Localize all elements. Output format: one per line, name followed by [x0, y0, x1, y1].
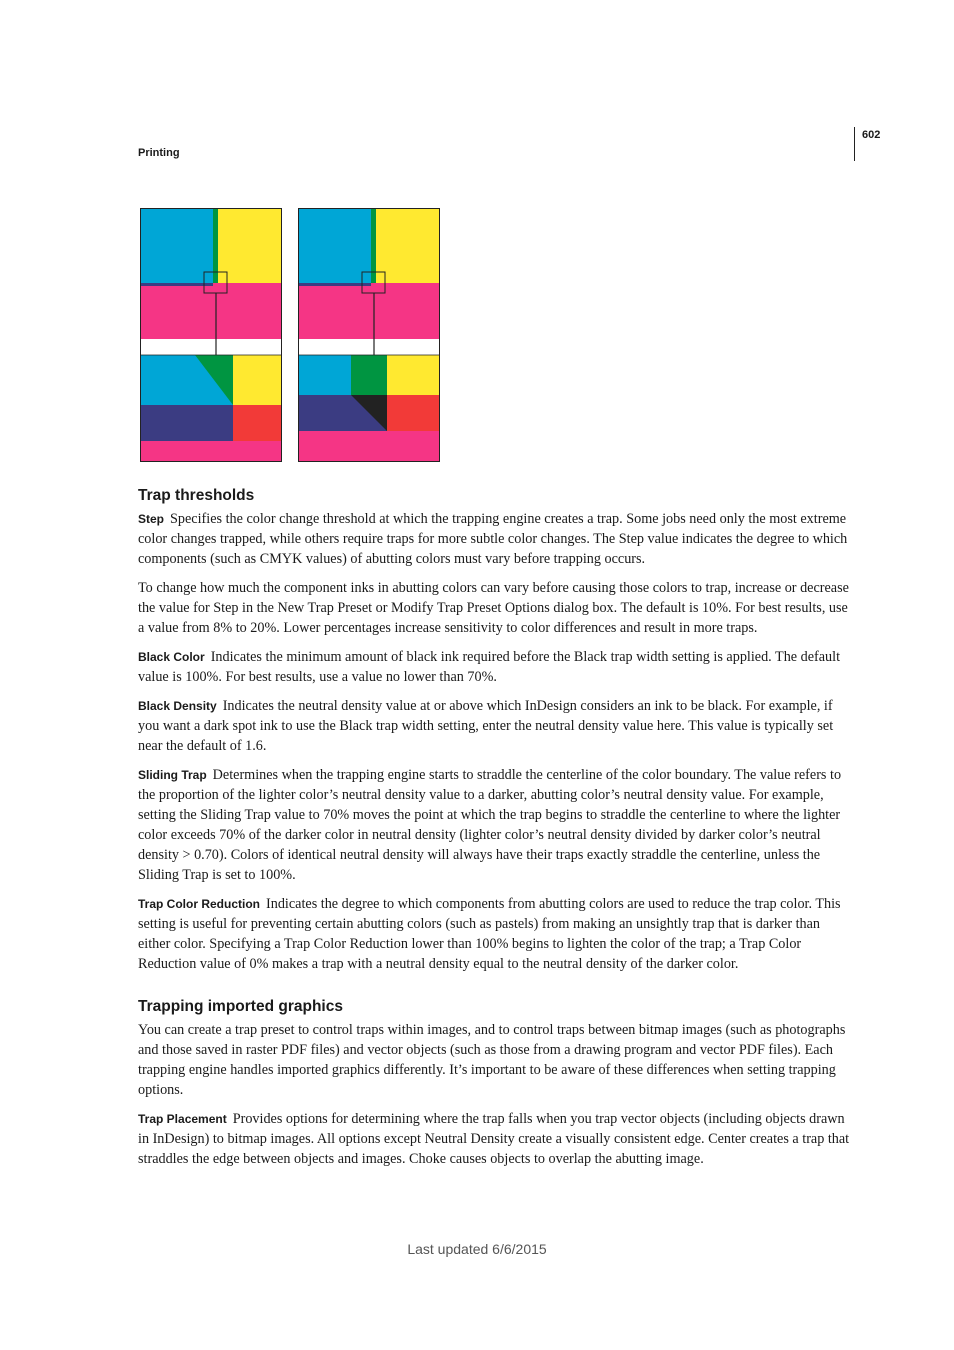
- page-number: 602: [862, 129, 881, 141]
- zoom-red: [233, 405, 281, 441]
- term-trap-placement: Trap Placement: [138, 1112, 227, 1126]
- section-title: Printing: [138, 147, 180, 159]
- paragraph-trap-placement: Trap Placement Provides options for determining where the trap falls when you trap vector objects (including objects drawn in InDesign) to bitmap images. All options except Neutral Density create a visually consistent edge. Center creates a trap that straddles the edge between objects and images. Choke causes objects to overlap the abutting image.: [138, 1111, 850, 1167]
- swatch-cyan: [299, 209, 371, 283]
- zoom-magenta: [141, 441, 281, 461]
- heading-trapping-imported-graphics: Trapping imported graphics: [138, 998, 343, 1015]
- swatch-magenta: [141, 283, 281, 339]
- swatch-magenta: [299, 283, 439, 339]
- paragraph-step: Step Specifies the color change threshold at which the trapping engine creates a trap. Some jobs need only the most extreme color changes trapped, while others require traps for more subtle color changes. The Step value indicates the degree to which components (such as CMYK values) of abutting colors must vary before trapping occurs.: [138, 511, 848, 567]
- trap-navy-strip: [141, 283, 213, 286]
- paragraph-sliding-trap: Sliding Trap Determines when the trapping engine starts to straddle the centerline of the color boundary. The value refers to the proportion of the lighter color’s neutral density value to a darker, abutting color’s neutral density value. For example, setting the Sliding Trap value to 70% moves the point at which the trap begins to straddle the centerline to where the lighter color exceeds 70% of the darker color in neutral density (lighter color’s neutral density divided by darker color’s neutral density > 0.70). Colors of identical neutral density will always have their traps exactly straddle the centerline, unless the Sliding Trap is set to 100%.: [138, 767, 842, 883]
- paragraph-trap-color-reduction: Trap Color Reduction Indicates the degree to which components from abutting colors are used to reduce the trap color. This setting is useful for preventing certain abutting colors (such as pastels) from making an unsightly trap that is darker than either color. Specifying a Trap Color Reduction lower than 100% begins to lighten the color of the trap; a Trap Color Reduction value of 0% makes a trap with a neutral density equal to the neutral density of the darker color.: [138, 896, 841, 972]
- term-sliding-trap: Sliding Trap: [138, 768, 207, 782]
- heading-trap-thresholds: Trap thresholds: [138, 487, 255, 504]
- zoom-navy: [141, 405, 233, 441]
- paragraph-imported-intro: You can create a trap preset to control traps within images, and to control traps between bitmap images (such as photographs and those saved in raster PDF files) and vector objects (such as those from a drawing program and vector PDF files). Each trapping engine handles imported graphics differently. It’s important to be aware of these differences when setting trapping options.: [138, 1022, 846, 1098]
- term-step: Step: [138, 512, 165, 526]
- trap-comparison-figure: [140, 208, 442, 464]
- zoom-yellow: [387, 355, 439, 395]
- term-black-density: Black Density: [138, 699, 217, 713]
- footer-last-updated: Last updated 6/6/2015: [407, 1241, 547, 1257]
- paragraph-step-detail: To change how much the component inks in abutting colors can vary before causing those colors to trap, increase or decrease the value for Step in the New Trap Preset or Modify Trap Preset Options dialog box. The default is 10%. For best results, use a value from 8% to 20%. Lower percentages increase sensitivity to color differences and result in more traps.: [138, 580, 849, 636]
- section-trap-thresholds: [138, 485, 850, 974]
- trap-navy-strip: [299, 283, 371, 286]
- zoom-cyan: [299, 355, 351, 395]
- swatch-cyan: [141, 209, 213, 283]
- zoom-trap-green: [351, 355, 387, 395]
- paragraph-black-density: Black Density Indicates the neutral density value at or above which InDesign considers an ink to be black. For example, if you want a dark spot ink to use the Black trap width setting, enter the neutral density value here. This value is typically set near the default of 1.6.: [138, 698, 834, 754]
- zoom-magenta: [299, 431, 439, 461]
- term-black-color: Black Color: [138, 650, 205, 664]
- zoom-yellow: [233, 355, 281, 405]
- section-trapping-imported-graphics: [138, 996, 850, 1169]
- header-rule: [854, 127, 855, 161]
- paragraph-black-color: Black Color Indicates the minimum amount of black ink required before the Black trap width setting is applied. The default value is 100%. For best results, use a value no lower than 70%.: [138, 649, 841, 685]
- zoom-red: [387, 395, 439, 431]
- white-gap: [141, 339, 281, 355]
- trap-illustration: [140, 208, 442, 464]
- main-content: [138, 485, 850, 1178]
- white-gap: [299, 339, 439, 355]
- term-trap-color-reduction: Trap Color Reduction: [138, 897, 261, 911]
